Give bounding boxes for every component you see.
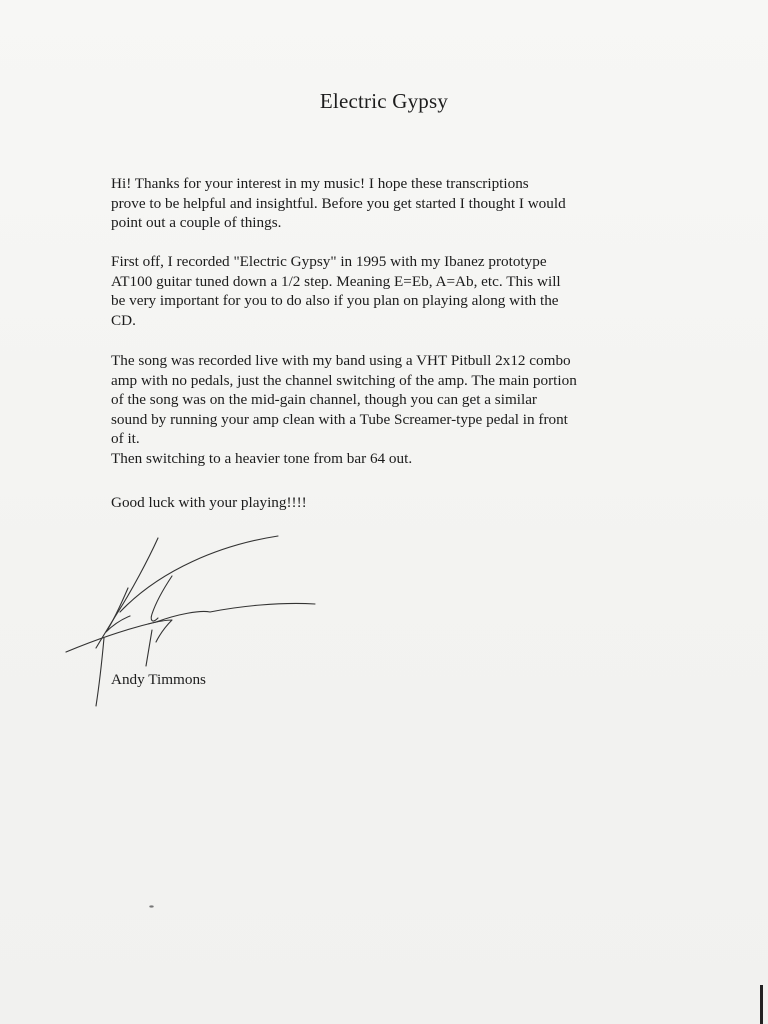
- paragraph-line: First off, I recorded "Electric Gypsy" in 1995 with my Ibanez prototype: [111, 253, 547, 270]
- scan-speck: [149, 905, 154, 908]
- paragraph-line: AT100 guitar tuned down a 1/2 step. Meaning E=Eb, A=Ab, etc. This will: [111, 272, 561, 290]
- paragraph-line: point out a couple of things.: [111, 214, 282, 232]
- paragraph-line: Then switching to a heavier tone from bar 64 out.: [111, 449, 413, 467]
- paragraph-line: of it.: [111, 430, 140, 448]
- document-title: Electric Gypsy: [319, 89, 449, 113]
- paragraph-closing: [111, 493, 651, 513]
- scan-edge-mark: [760, 985, 763, 1024]
- paragraph-line: Hi! Thanks for your interest in my music! I hope these transcriptions: [111, 175, 529, 192]
- paragraph-line: CD.: [111, 311, 136, 329]
- paragraph-recording: [111, 252, 651, 330]
- paragraph-line: Good luck with your playing!!!!: [111, 494, 307, 511]
- signer-name: Andy Timmons: [111, 671, 206, 688]
- paragraph-line: amp with no pedals, just the channel switching of the amp. The main portion: [111, 371, 577, 389]
- paragraph-line: The song was recorded live with my band using a VHT Pitbull 2x12 combo: [111, 352, 571, 369]
- paragraph-line: of the song was on the mid-gain channel, though you can get a similar: [111, 391, 537, 409]
- paragraph-line: prove to be helpful and insightful. Before you get started I thought I would: [111, 194, 566, 212]
- paragraph-gear: [111, 351, 651, 469]
- paragraph-line: be very important for you to do also if you plan on playing along with the: [111, 292, 559, 310]
- paragraph-intro: [111, 174, 651, 233]
- paragraph-line: sound by running your amp clean with a Tube Screamer-type pedal in front: [111, 410, 568, 428]
